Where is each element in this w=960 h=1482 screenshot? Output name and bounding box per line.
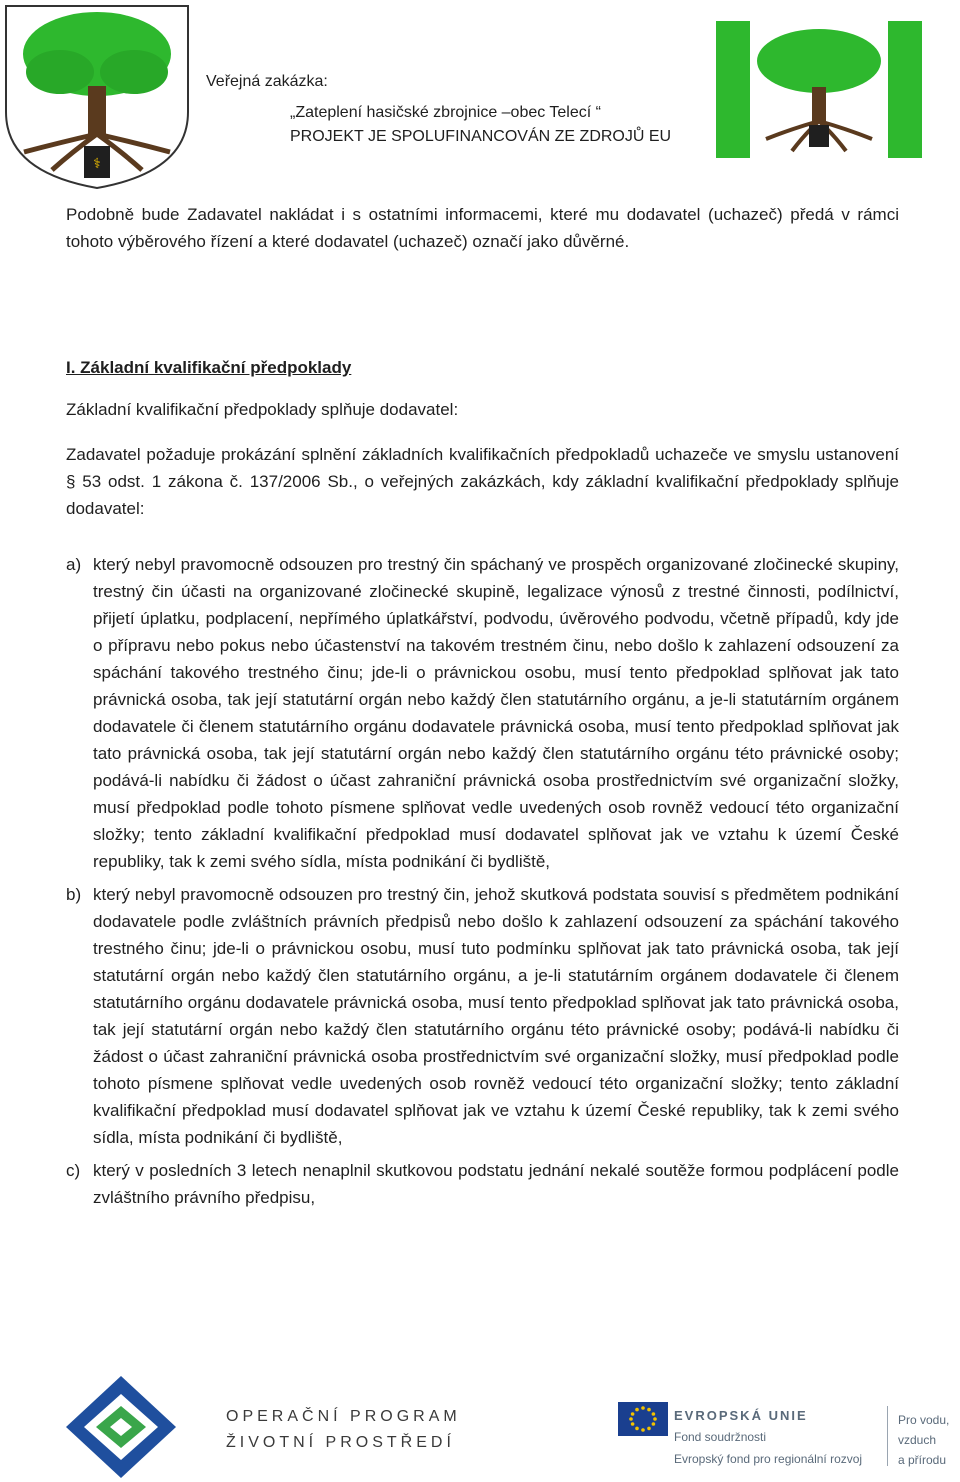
eu-regional-fund: Evropský fond pro regionální rozvoj bbox=[674, 1452, 863, 1466]
slogan-line-2: vzduch bbox=[898, 1433, 937, 1447]
tender-title: „Zateplení hasičské zbrojnice –obec Telecí “ bbox=[290, 104, 601, 121]
confidentiality-paragraph: Podobně bude Zadavatel nakládat i s ostatními informacemi, které mu dodavatel (uchazeč) předá v rámci tohoto výběrového řízení a které dodavatel (uchazeč) označí jako důvěrné. bbox=[66, 205, 899, 251]
list-item bbox=[66, 1157, 899, 1211]
list-item bbox=[66, 551, 899, 875]
slogan-line-1: Pro vodu, bbox=[898, 1413, 950, 1427]
svg-text:⚕: ⚕ bbox=[93, 156, 101, 172]
list-item-marker: b) bbox=[66, 885, 82, 904]
list-item-text: který nebyl pravomocně odsouzen pro trestný čin, jehož skutková podstata souvisí s předmětem podnikání dodavatele podle zvláštních právních předpisů nebo došlo k zahlazení odsouzení za spáchání takového trestného činu; jde-li o právnickou osobu, musí tuto podmínku splňovat jak tato právnická osoba, tak její statutární orgán nebo každý člen statutárního orgánu, a je-li statutárním orgánem dodavatele či členem statutárního orgánu dodavatele právnická osoba, musí tento předpoklad splňovat jak tato právnická osoba, tak její statutární orgán nebo každý člen statutárního orgánu této právnické osoby; podává-li nabídku či žádost o účast zahraniční právnická osoba prostřednictvím své organizační složky, musí předpoklad podle tohoto písmene splňovat vedle uvedených osob rovněž vedoucí této organizační složky; tento základní kvalifikační předpoklad musí dodavatel splňovat jak ve vztahu k území České republiky, tak k zemi svého sídla, místa podnikání či bydliště, bbox=[93, 885, 899, 1147]
opzp-logo-icon bbox=[62, 1372, 180, 1482]
list-item-marker: a) bbox=[66, 555, 82, 574]
list-item bbox=[66, 881, 899, 1151]
list-item-marker: c) bbox=[66, 1161, 81, 1180]
list-item-text: který nebyl pravomocně odsouzen pro trestný čin spáchaný ve prospěch organizované zločinecké skupiny, trestný čin účasti na organizované zločinecké skupině, legalizace výnosů z trestné činnosti, podílnictví, přijetí úplatku, podplacení, nepřímého úplatkářství, podvodu, úvěrového podvodu, včetně případů, kdy jde o přípravu nebo pokus nebo účastenství na takovém trestném činu, nebo došlo k zahlazení odsouzení za spáchání takového trestného činu; jde-li o právnickou osobu, musí tento předpoklad splňovat jak tato právnická osoba, tak její statutární orgán nebo každý člen statutárního orgánu, a je-li statutárním orgánem dodavatele či členem statutárního orgánu dodavatele právnická osoba, musí tento předpoklad splňovat jak tato právnická osoba, tak její statutární orgán nebo každý člen statutárního orgánu této právnické osoby; podává-li nabídku či žádost o účast zahraniční právnická osoba prostřednictvím své organizační složky, musí předpoklad podle tohoto písmene splňovat vedle uvedených osob rovněž vedoucí této organizační složky; tento základní kvalifikační předpoklad musí dodavatel splňovat jak ve vztahu k území České republiky, tak k zemi svého sídla, místa podnikání či bydliště, bbox=[93, 555, 899, 871]
slogan-line-3: a přírodu bbox=[898, 1453, 947, 1467]
eu-flag-icon bbox=[618, 1400, 668, 1446]
opzp-line-2: ŽIVOTNÍ PROSTŘEDÍ bbox=[226, 1434, 455, 1451]
eu-name: EVROPSKÁ UNIE bbox=[674, 1408, 808, 1423]
section-lead: Základní kvalifikační předpoklady splňuje dodavatel: bbox=[66, 400, 459, 419]
list-item-text: který v posledních 3 letech nenaplnil skutkovou podstatu jednání nekalé soutěže formou podplácení podle zvláštního právního předpisu, bbox=[93, 1161, 899, 1207]
opzp-line-1: OPERAČNÍ PROGRAM bbox=[226, 1408, 461, 1425]
eu-funding-note: PROJEKT JE SPOLUFINANCOVÁN ZE ZDROJŮ EU bbox=[290, 128, 672, 145]
requirement-paragraph: Zadavatel požaduje prokázání splnění základních kvalifikačních předpokladů uchazeče ve smyslu ustanovení § 53 odst. 1 zákona č. 137/2006 Sb., o veřejných zakázkách, kdy základní kvalifikační předpoklady splňuje dodavatel: bbox=[66, 445, 899, 518]
section-heading: I. Základní kvalifikační předpoklady bbox=[66, 358, 352, 377]
qualification-list bbox=[66, 551, 899, 1217]
tender-label: Veřejná zakázka: bbox=[206, 73, 328, 90]
eu-slogan bbox=[898, 1410, 949, 1470]
footer-divider bbox=[887, 1406, 888, 1466]
municipal-flag bbox=[716, 21, 922, 158]
opzp-programme-name bbox=[226, 1404, 461, 1456]
eu-cohesion-fund: Fond soudržnosti bbox=[674, 1430, 767, 1444]
municipal-coat-of-arms bbox=[2, 2, 192, 190]
